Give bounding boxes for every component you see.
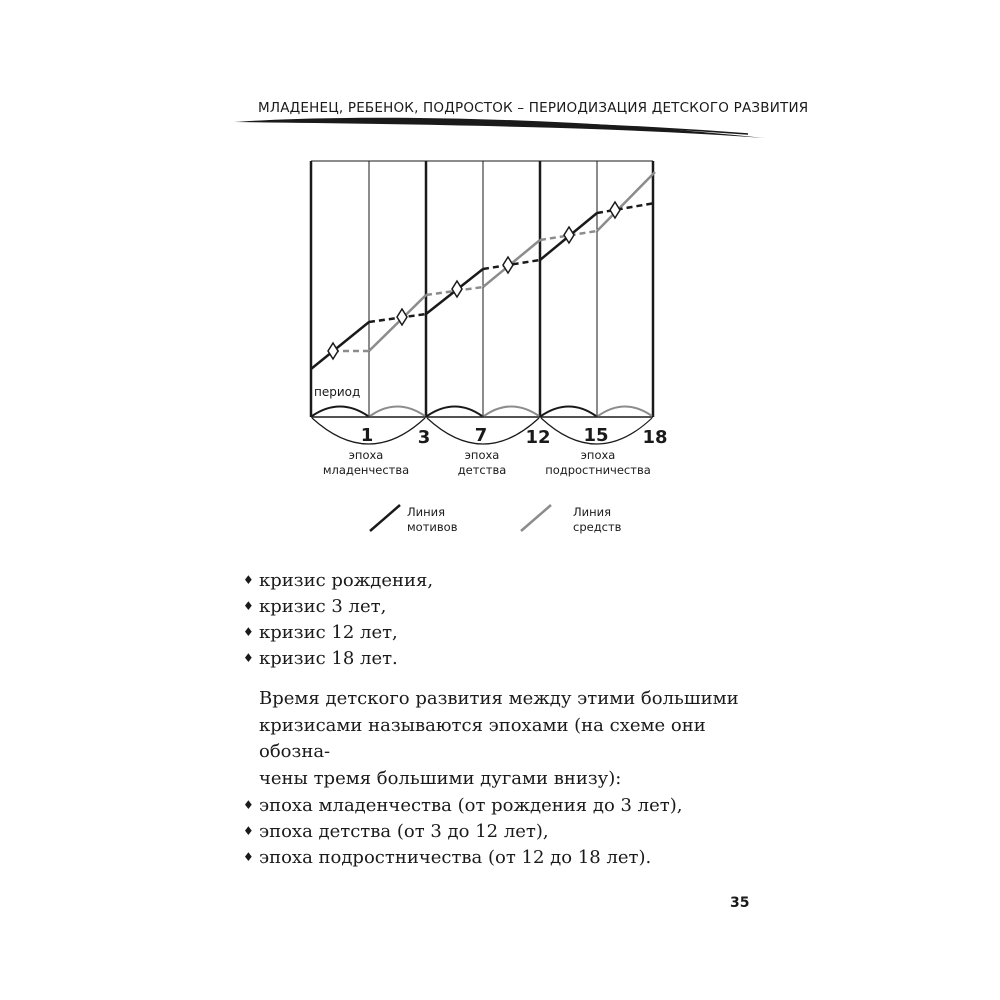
diamond-bullet-icon: ♦: [243, 798, 254, 812]
period-arcs: [312, 407, 652, 417]
legend: [370, 505, 622, 534]
list-item: ♦ эпоха младенчества (от рождения до 3 лет),: [243, 792, 682, 818]
age-label: 1: [360, 425, 374, 446]
epoch-label-line1: эпоха: [348, 448, 384, 462]
crises-list: [243, 567, 433, 671]
means-line: [333, 172, 655, 351]
running-header: МЛАДЕНЕЦ, РЕБЕНОК, ПОДРОСТОК – ПЕРИОДИЗАЦИЯ ДЕТСКОГО РАЗВИТИЯ: [258, 100, 809, 116]
epoch-label-line2: младенчества: [322, 463, 410, 477]
list-item: ♦ кризис 18 лет.: [243, 645, 433, 671]
list-item: ♦ кризис 12 лет,: [243, 619, 433, 645]
diamond-bullet-icon: ♦: [243, 573, 254, 587]
age-label: 18: [642, 427, 668, 448]
age-label: 15: [583, 425, 609, 446]
header-brush-stroke: [228, 112, 768, 142]
page-number: 35: [730, 895, 750, 911]
epochs-list: [243, 792, 682, 870]
diamond-bullet-icon: ♦: [243, 824, 254, 838]
body-paragraph: Время детского развития между этими большими кризисами называются эпохами (на схеме они обозна- чены тремя большими дугами внизу):: [259, 688, 739, 789]
age-label: 3: [417, 427, 431, 448]
diamond-bullet-icon: ♦: [243, 651, 254, 665]
diamond-bullet-icon: ♦: [243, 625, 254, 639]
legend-label: мотивов: [407, 520, 458, 534]
epoch-label-line1: эпоха: [464, 448, 500, 462]
age-label: 12: [525, 427, 551, 448]
crossing-diamond: [328, 343, 338, 359]
period-label: период: [314, 385, 361, 399]
crossing-diamond: [564, 227, 574, 243]
epoch-label-line2: детства: [457, 463, 507, 477]
legend-swatch-means: [521, 505, 551, 531]
list-item: ♦ эпоха детства (от 3 до 12 лет),: [243, 818, 682, 844]
epoch-label-line1: эпоха: [580, 448, 616, 462]
age-label: 7: [474, 425, 488, 446]
diagram-gridlines: [311, 161, 653, 417]
diamond-bullet-icon: ♦: [243, 599, 254, 613]
list-item: ♦ кризис рождения,: [243, 567, 433, 593]
legend-label: средств: [573, 520, 622, 534]
legend-swatch-motives: [370, 505, 400, 531]
crossing-markers: [328, 202, 620, 359]
periodization-diagram: [296, 155, 696, 545]
epoch-label-line2: подростничества: [545, 463, 651, 477]
legend-label: Линия: [407, 505, 446, 519]
diamond-bullet-icon: ♦: [243, 850, 254, 864]
list-item: ♦ кризис 3 лет,: [243, 593, 433, 619]
list-item: ♦ эпоха подростничества (от 12 до 18 лет).: [243, 844, 682, 870]
crossing-diamond: [452, 281, 462, 297]
legend-label: Линия: [573, 505, 612, 519]
